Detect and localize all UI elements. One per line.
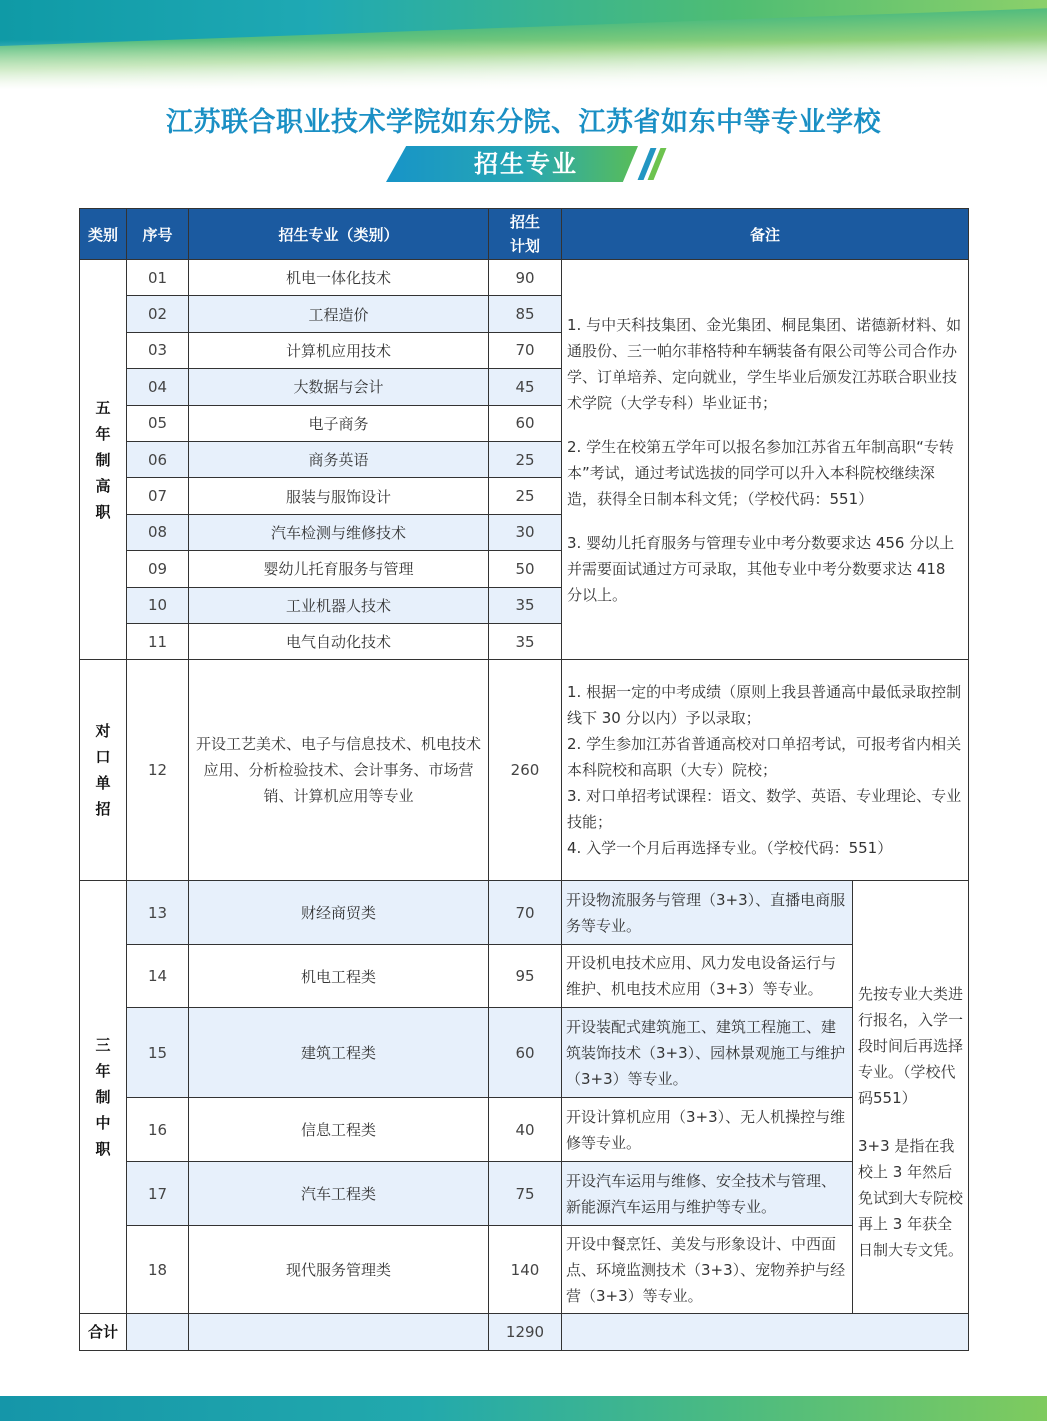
row-plan: 60: [489, 1008, 562, 1098]
side-note-item: 先按专业大类进行报名，入学一段时间后再选择专业。（学校代码551）: [858, 985, 964, 1108]
note-item: 1. 与中天科技集团、金光集团、桐昆集团、诺德新材料、如通股份、三一帕尔菲格特种车辆装备有限公司等公司合作办学、订单培养、定向就业，学生毕业后颁发江苏联合职业技术学院（大学专科）毕业证书；: [567, 315, 962, 412]
row-index: 15: [127, 1008, 189, 1098]
header-notes: 备注: [562, 209, 969, 260]
category-char: 制: [95, 450, 111, 469]
row-major: 机电工程类: [189, 945, 489, 1008]
category-char: 招: [95, 800, 111, 819]
row-remark: 开设中餐烹饪、美发与形象设计、中西面点、环境监测技术（3+3）、宠物养护与经营（3+3）等专业。: [562, 1226, 853, 1314]
row-plan: 35: [489, 587, 562, 623]
category-char: 高: [95, 476, 111, 495]
category-char: 年: [95, 1062, 111, 1081]
subtitle-text: 招生专业: [474, 150, 578, 178]
total-empty-cell: [127, 1314, 189, 1351]
category-three-year: [80, 881, 127, 1314]
row-remark: 开设机电技术应用、风力发电设备运行与维护、机电技术应用（3+3）等专业。: [562, 945, 853, 1008]
five-year-notes: [562, 260, 969, 660]
table-row: [80, 1162, 969, 1226]
row-plan: 70: [489, 881, 562, 945]
row-remark: 开设物流服务与管理（3+3）、直播电商服务等专业。: [562, 881, 853, 945]
enrollment-table: [79, 208, 969, 1351]
header-plan: [489, 209, 562, 260]
row-plan: 25: [489, 441, 562, 477]
row-major: 婴幼儿托育服务与管理: [189, 551, 489, 587]
row-remark: 开设装配式建筑施工、建筑工程施工、建筑装饰技术（3+3）、园林景观施工与维护（3+3）等专业。: [562, 1008, 853, 1098]
category-char: 制: [95, 1088, 111, 1107]
row-index: 01: [127, 260, 189, 296]
note-item: 3. 婴幼儿托育服务与管理专业中考分数要求达 456 分以上并需要面试通过方可录取，其他专业中考分数要求达 418 分以上。: [567, 533, 955, 604]
total-empty-cell: [189, 1314, 489, 1351]
row-plan: 75: [489, 1162, 562, 1226]
counter-exam-notes: [562, 660, 969, 881]
row-index: 12: [127, 660, 189, 881]
row-major: 计算机应用技术: [189, 332, 489, 368]
row-major: 现代服务管理类: [189, 1226, 489, 1314]
header-category: 类别: [80, 209, 127, 260]
row-index: 04: [127, 369, 189, 405]
category-char: 口: [95, 748, 111, 767]
table-row: [80, 260, 969, 296]
row-index: 05: [127, 405, 189, 441]
row-index: 14: [127, 945, 189, 1008]
category-char: 五: [95, 398, 111, 417]
row-plan: 40: [489, 1098, 562, 1162]
row-plan: 25: [489, 478, 562, 514]
row-plan: 90: [489, 260, 562, 296]
total-label: 合计: [80, 1314, 127, 1351]
row-major: 大数据与会计: [189, 369, 489, 405]
top-decorative-band: [0, 0, 1047, 92]
table-row: [80, 1008, 969, 1098]
note-item: 3. 对口单招考试课程：语文、数学、英语、专业理论、专业技能；: [567, 787, 962, 832]
row-major: 财经商贸类: [189, 881, 489, 945]
row-plan: 70: [489, 332, 562, 368]
row-index: 17: [127, 1162, 189, 1226]
row-index: 03: [127, 332, 189, 368]
row-major: 电子商务: [189, 405, 489, 441]
page-title: 江苏联合职业技术学院如东分院、江苏省如东中等专业学校: [166, 107, 881, 138]
total-row: [80, 1314, 969, 1351]
category-char: 年: [95, 424, 111, 443]
row-major: 开设工艺美术、电子与信息技术、机电技术应用、分析检验技术、会计事务、市场营销、计算机应用等专业: [189, 660, 489, 881]
top-fade: [0, 40, 1047, 92]
row-index: 18: [127, 1226, 189, 1314]
header-major: 招生专业（类别）: [189, 209, 489, 260]
header-plan-line1: 招生: [509, 213, 540, 231]
row-index: 11: [127, 623, 189, 659]
row-major: 工程造价: [189, 296, 489, 332]
note-item: 2. 学生参加江苏省普通高校对口单招考试，可报考省内相关本科院校和高职（大专）院校；: [567, 735, 962, 780]
row-major: 工业机器人技术: [189, 587, 489, 623]
row-remark: 开设汽车运用与维修、安全技术与管理、新能源汽车运用与维护等专业。: [562, 1162, 853, 1226]
category-five-year: [80, 260, 127, 660]
category-counter-exam: [80, 660, 127, 881]
category-char: 对: [95, 722, 111, 741]
row-index: 09: [127, 551, 189, 587]
header-index: 序号: [127, 209, 189, 260]
header-plan-line2: 计划: [509, 237, 540, 255]
table-row: [80, 660, 969, 881]
row-major: 商务英语: [189, 441, 489, 477]
row-index: 06: [127, 441, 189, 477]
row-index: 07: [127, 478, 189, 514]
row-plan: 50: [489, 551, 562, 587]
bottom-decorative-band: [0, 1396, 1047, 1421]
row-major: 机电一体化技术: [189, 260, 489, 296]
table-row: [80, 1098, 969, 1162]
row-major: 信息工程类: [189, 1098, 489, 1162]
row-plan: 140: [489, 1226, 562, 1314]
row-major: 服装与服饰设计: [189, 478, 489, 514]
row-plan: 60: [489, 405, 562, 441]
note-item: 2. 学生在校第五学年可以报名参加江苏省五年制高职“专转本”考试，通过考试选拔的同学可以升入本科院校继续深造，获得全日制本科文凭；（学校代码：551）: [567, 437, 954, 508]
category-char: 中: [95, 1114, 111, 1133]
row-index: 13: [127, 881, 189, 945]
side-note-item: 3+3 是指在我校上 3 年然后免试到大专院校再上 3 年获全日制大专文凭。: [858, 1137, 964, 1260]
row-index: 16: [127, 1098, 189, 1162]
row-plan: 35: [489, 623, 562, 659]
subtitle-banner: [386, 146, 666, 182]
row-major: 汽车检测与维修技术: [189, 514, 489, 550]
table-row: [80, 1226, 969, 1314]
category-char: 三: [95, 1036, 111, 1055]
note-item: 1. 根据一定的中考成绩（原则上我县普通高中最低录取控制线下 30 分以内）予以录取；: [567, 683, 962, 728]
row-major: 电气自动化技术: [189, 623, 489, 659]
total-plan: 1290: [489, 1314, 562, 1351]
category-char: 职: [95, 1140, 111, 1159]
table-row: [80, 945, 969, 1008]
row-plan: 260: [489, 660, 562, 881]
row-major: 汽车工程类: [189, 1162, 489, 1226]
three-year-side-note: [853, 881, 969, 1314]
row-index: 08: [127, 514, 189, 550]
row-index: 02: [127, 296, 189, 332]
table-header-row: [80, 209, 969, 260]
row-plan: 95: [489, 945, 562, 1008]
category-char: 职: [95, 502, 111, 521]
table-row: [80, 881, 969, 945]
total-empty-cell: [562, 1314, 969, 1351]
row-plan: 45: [489, 369, 562, 405]
row-plan: 30: [489, 514, 562, 550]
category-char: 单: [95, 774, 111, 793]
row-major: 建筑工程类: [189, 1008, 489, 1098]
row-remark: 开设计算机应用（3+3）、无人机操控与维修等专业。: [562, 1098, 853, 1162]
note-item: 4. 入学一个月后再选择专业。（学校代码：551）: [567, 839, 893, 858]
row-index: 10: [127, 587, 189, 623]
row-plan: 85: [489, 296, 562, 332]
